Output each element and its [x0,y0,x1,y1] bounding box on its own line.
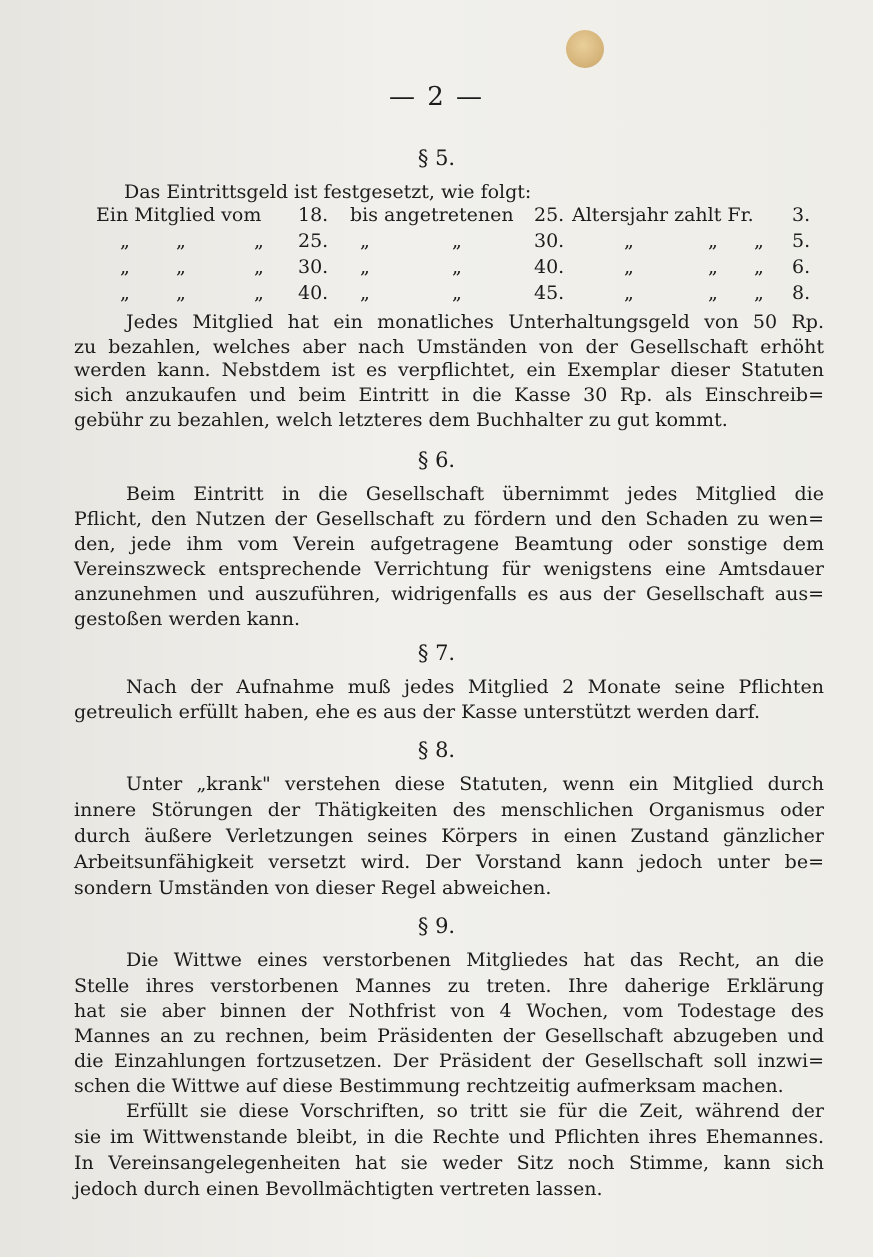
section-9-line: Erfüllt sie diese Vorschriften, so tritt sie für die Zeit, während der [126,1100,824,1122]
section-8-line: durch äußere Verletzungen seines Körpers in einen Zustand gänzlicher [74,825,824,847]
section-6-line: Vereinszweck entsprechende Verrichtung für wenigstens eine Amtsdauer [74,558,824,580]
section-8-line: innere Störungen der Thätigkeiten des menschlichen Organismus oder [74,799,824,821]
fee-row-lead: Ein Mitglied vom [96,204,262,226]
ditto-mark: „ [708,282,718,304]
fee-row-age-to: 45. [534,282,565,304]
ditto-mark: „ [452,256,462,278]
section-heading-9: § 9. [417,914,456,938]
ditto-mark: „ [254,230,264,252]
fee-row-age-from: 25. [298,230,329,252]
section-5-line: sich anzukaufen und beim Eintritt in die Kasse 30 Rp. als Einschreib= [74,384,824,406]
fee-row [96,230,824,256]
fee-row-age-to: 40. [534,256,565,278]
fee-row-age-from: 40. [298,282,329,304]
fee-row-amount: 8. [792,282,811,304]
section-6-line: Pflicht, den Nutzen der Gesellschaft zu fördern und den Schaden zu wen= [74,508,824,530]
section-5-line: gebühr zu bezahlen, welch letzteres dem Buchhalter zu gut kommt. [74,409,728,431]
section-6-line: Beim Eintritt in die Gesellschaft übernimmt jedes Mitglied die [126,483,824,505]
section-heading-7: § 7. [417,641,456,665]
ditto-mark: „ [754,230,764,252]
section-heading-8: § 8. [417,738,456,762]
fee-row-amount: 6. [792,256,811,278]
ditto-mark: „ [624,256,634,278]
ditto-mark: „ [754,256,764,278]
ditto-mark: „ [708,256,718,278]
ditto-mark: „ [452,230,462,252]
section-8-line: Unter „krank" verstehen diese Statuten, wenn ein Mitglied durch [126,773,824,795]
fee-row-amount: 3. [792,204,811,226]
ditto-mark: „ [176,282,186,304]
section-9-line: hat sie aber binnen der Nothfrist von 4 Wochen, vom Todestage des [74,1000,824,1022]
fee-row-amount: 5. [792,230,811,252]
section-7-line: Nach der Aufnahme muß jedes Mitglied 2 Monate seine Pflichten [126,676,824,698]
ditto-mark: „ [624,282,634,304]
section-heading-6: § 6. [417,448,456,472]
entry-fee-table [96,204,824,308]
section-8-line: sondern Umständen von dieser Regel abweichen. [74,877,552,899]
section-9-line: schen die Wittwe auf diese Bestimmung rechtzeitig aufmerksam machen. [74,1075,784,1097]
section-6-line: gestoßen werden kann. [74,608,301,630]
fee-row-to-word: bis angetretenen [350,204,514,226]
section-9-line: jedoch durch einen Bevollmächtigten vertreten lassen. [74,1178,603,1200]
section-5-intro: Das Eintrittsgeld ist festgesetzt, wie folgt: [124,181,532,203]
ditto-mark: „ [254,282,264,304]
ditto-mark: „ [452,282,462,304]
ditto-mark: „ [624,230,634,252]
ditto-mark: „ [360,282,370,304]
section-7-line: getreulich erfüllt haben, ehe es aus der Kasse unterstützt werden darf. [74,701,760,723]
page-number: — 2 — [388,82,485,112]
ditto-mark: „ [708,230,718,252]
section-6-line: den, jede ihm vom Verein aufgetragene Beamtung oder sonstige dem [74,533,824,555]
fee-row-age-to: 25. [534,204,565,226]
section-9-line: Stelle ihres verstorbenen Mannes zu treten. Ihre daherige Erklärung [74,975,824,997]
section-5-line: Jedes Mitglied hat ein monatliches Unterhaltungsgeld von 50 Rp. [126,311,824,333]
ditto-mark: „ [754,282,764,304]
fee-row-suffix: Altersjahr zahlt Fr. [572,204,754,226]
punch-hole [566,30,604,68]
ditto-mark: „ [254,256,264,278]
fee-row [96,256,824,282]
ditto-mark: „ [360,230,370,252]
ditto-mark: „ [120,282,130,304]
fee-row-age-from: 30. [298,256,329,278]
section-9-line: Mannes an zu rechnen, beim Präsidenten der Gesellschaft abzugeben und [74,1025,824,1047]
section-6-line: anzunehmen und auszuführen, widrigenfalls es aus der Gesellschaft aus= [74,583,824,605]
fee-row [96,282,824,308]
ditto-mark: „ [360,256,370,278]
section-9-line: sie im Wittwenstande bleibt, in die Rechte und Pflichten ihres Ehemannes. [74,1126,824,1148]
fee-row-age-from: 18. [298,204,329,226]
section-8-line: Arbeitsunfähigkeit versetzt wird. Der Vorstand kann jedoch unter be= [74,851,824,873]
fee-row [96,204,824,230]
section-5-line: werden kann. Nebstdem ist es verpflichtet, ein Exemplar dieser Statuten [74,359,824,381]
section-heading-5: § 5. [417,146,456,170]
fee-row-age-to: 30. [534,230,565,252]
section-9-line: In Vereinsangelegenheiten hat sie weder Sitz noch Stimme, kann sich [74,1152,824,1174]
ditto-mark: „ [176,256,186,278]
section-9-line: die Einzahlungen fortzusetzen. Der Präsident der Gesellschaft soll inzwi= [74,1050,824,1072]
section-9-line: Die Wittwe eines verstorbenen Mitgliedes hat das Recht, an die [126,949,824,971]
ditto-mark: „ [120,256,130,278]
section-5-line: zu bezahlen, welches aber nach Umständen von der Gesellschaft erhöht [74,336,824,358]
ditto-mark: „ [176,230,186,252]
ditto-mark: „ [120,230,130,252]
